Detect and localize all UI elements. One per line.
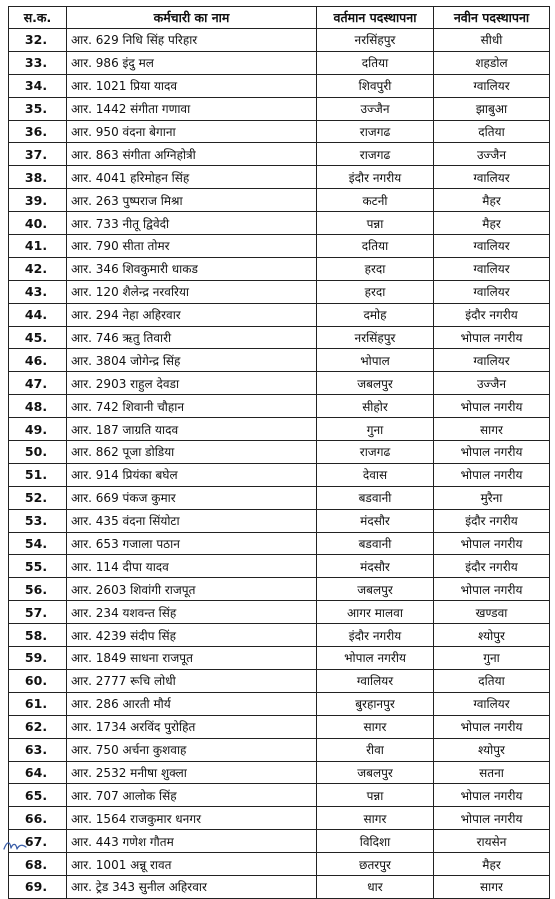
serial-number-cell: 62.: [9, 715, 67, 738]
employee-name-cell: आर. 746 ऋतु तिवारी: [67, 326, 317, 349]
current-posting-cell: इंदौर नगरीय: [317, 166, 434, 189]
employee-name-cell: आर. 914 प्रियंका बघेल: [67, 463, 317, 486]
serial-number-cell: 44.: [9, 303, 67, 326]
current-posting-cell: हरदा: [317, 280, 434, 303]
serial-number-cell: 51.: [9, 463, 67, 486]
header-current-posting: वर्तमान पदस्थापना: [317, 7, 434, 29]
new-posting-cell: ग्वालियर: [434, 280, 550, 303]
serial-number-cell: 64.: [9, 761, 67, 784]
new-posting-cell: ग्वालियर: [434, 235, 550, 258]
serial-number-cell: 59.: [9, 647, 67, 670]
table-row: [9, 418, 550, 441]
table-row: [9, 74, 550, 97]
current-posting-cell: सागर: [317, 715, 434, 738]
current-posting-cell: आगर मालवा: [317, 601, 434, 624]
employee-name-cell: आर. 114 दीपा यादव: [67, 555, 317, 578]
table-row: [9, 486, 550, 509]
new-posting-cell: ग्वालियर: [434, 692, 550, 715]
serial-number-cell: 45.: [9, 326, 67, 349]
serial-number-cell: 33.: [9, 51, 67, 74]
new-posting-cell: मैहर: [434, 212, 550, 235]
table-row: [9, 97, 550, 120]
serial-number-cell: 55.: [9, 555, 67, 578]
current-posting-cell: कटनी: [317, 189, 434, 212]
employee-name-cell: आर. 629 निधि सिंह परिहार: [67, 29, 317, 52]
current-posting-cell: पन्ना: [317, 212, 434, 235]
header-serial: स.क.: [9, 7, 67, 29]
new-posting-cell: गुना: [434, 647, 550, 670]
serial-number-cell: 49.: [9, 418, 67, 441]
table-row: [9, 784, 550, 807]
new-posting-cell: भोपाल नगरीय: [434, 807, 550, 830]
new-posting-cell: इंदौर नगरीय: [434, 509, 550, 532]
table-row: [9, 601, 550, 624]
current-posting-cell: भोपाल नगरीय: [317, 647, 434, 670]
new-posting-cell: ग्वालियर: [434, 349, 550, 372]
table-row: [9, 395, 550, 418]
new-posting-cell: सागर: [434, 875, 550, 898]
employee-name-cell: आर. 263 पुष्पराज मिश्रा: [67, 189, 317, 212]
serial-number-cell: 37.: [9, 143, 67, 166]
new-posting-cell: इंदौर नगरीय: [434, 555, 550, 578]
transfer-table: [8, 6, 550, 899]
new-posting-cell: भोपाल नगरीय: [434, 326, 550, 349]
serial-number-cell: 38.: [9, 166, 67, 189]
new-posting-cell: भोपाल नगरीय: [434, 578, 550, 601]
current-posting-cell: शिवपुरी: [317, 74, 434, 97]
current-posting-cell: जबलपुर: [317, 761, 434, 784]
employee-name-cell: आर. 120 शैलेन्द्र नरवरिया: [67, 280, 317, 303]
new-posting-cell: झाबुआ: [434, 97, 550, 120]
employee-name-cell: आर. 707 आलोक सिंह: [67, 784, 317, 807]
employee-name-cell: आर. 863 संगीता अग्निहोत्री: [67, 143, 317, 166]
serial-number-cell: 39.: [9, 189, 67, 212]
new-posting-cell: इंदौर नगरीय: [434, 303, 550, 326]
employee-name-cell: आर. 2603 शिवांगी राजपूत: [67, 578, 317, 601]
table-row: [9, 303, 550, 326]
new-posting-cell: भोपाल नगरीय: [434, 715, 550, 738]
table-row: [9, 212, 550, 235]
current-posting-cell: गुना: [317, 418, 434, 441]
header-new-posting: नवीन पदस्थापना: [434, 7, 550, 29]
employee-name-cell: आर. 2532 मनीषा शुक्ला: [67, 761, 317, 784]
table-row: [9, 509, 550, 532]
current-posting-cell: नरसिंहपुर: [317, 326, 434, 349]
serial-number-cell: 66.: [9, 807, 67, 830]
table-row: [9, 830, 550, 853]
current-posting-cell: जबलपुर: [317, 578, 434, 601]
transfer-list-page: [8, 6, 549, 899]
serial-number-cell: 58.: [9, 624, 67, 647]
table-row: [9, 349, 550, 372]
table-row: [9, 555, 550, 578]
table-row: [9, 280, 550, 303]
table-row: [9, 715, 550, 738]
current-posting-cell: रीवा: [317, 738, 434, 761]
employee-name-cell: आर. 1442 संगीता गणावा: [67, 97, 317, 120]
employee-name-cell: आर. 733 नीतू द्विवेदी: [67, 212, 317, 235]
table-row: [9, 807, 550, 830]
employee-name-cell: आर. 1734 अरविंद पुरोहित: [67, 715, 317, 738]
new-posting-cell: सतना: [434, 761, 550, 784]
table-row: [9, 51, 550, 74]
new-posting-cell: श्योपुर: [434, 624, 550, 647]
table-row: [9, 257, 550, 280]
current-posting-cell: सागर: [317, 807, 434, 830]
current-posting-cell: दतिया: [317, 51, 434, 74]
employee-name-cell: आर. 750 अर्चना कुशवाह: [67, 738, 317, 761]
table-row: [9, 853, 550, 876]
current-posting-cell: पन्ना: [317, 784, 434, 807]
serial-number-cell: 46.: [9, 349, 67, 372]
serial-number-cell: 65.: [9, 784, 67, 807]
new-posting-cell: भोपाल नगरीय: [434, 441, 550, 464]
employee-name-cell: आर. 2777 रूचि लोधी: [67, 669, 317, 692]
new-posting-cell: मैहर: [434, 189, 550, 212]
employee-name-cell: आर. 294 नेहा अहिरवार: [67, 303, 317, 326]
table-row: [9, 624, 550, 647]
table-row: [9, 669, 550, 692]
new-posting-cell: मुरैना: [434, 486, 550, 509]
employee-name-cell: आर. ट्रेड 343 सुनील अहिरवार: [67, 875, 317, 898]
serial-number-cell: 67.: [9, 830, 67, 853]
serial-number-cell: 34.: [9, 74, 67, 97]
new-posting-cell: दतिया: [434, 120, 550, 143]
serial-number-cell: 54.: [9, 532, 67, 555]
table-row: [9, 29, 550, 52]
current-posting-cell: बडवानी: [317, 532, 434, 555]
table-body: [9, 29, 550, 899]
employee-name-cell: आर. 669 पंकज कुमार: [67, 486, 317, 509]
table-row: [9, 875, 550, 898]
current-posting-cell: छतरपुर: [317, 853, 434, 876]
employee-name-cell: आर. 1564 राजकुमार धनगर: [67, 807, 317, 830]
header-employee-name: कर्मचारी का नाम: [67, 7, 317, 29]
serial-number-cell: 60.: [9, 669, 67, 692]
employee-name-cell: आर. 862 पूजा डोडिया: [67, 441, 317, 464]
current-posting-cell: बुरहानपुर: [317, 692, 434, 715]
new-posting-cell: भोपाल नगरीय: [434, 532, 550, 555]
new-posting-cell: ग्वालियर: [434, 74, 550, 97]
new-posting-cell: सागर: [434, 418, 550, 441]
current-posting-cell: ग्वालियर: [317, 669, 434, 692]
current-posting-cell: बडवानी: [317, 486, 434, 509]
new-posting-cell: श्योपुर: [434, 738, 550, 761]
serial-number-cell: 48.: [9, 395, 67, 418]
table-row: [9, 463, 550, 486]
serial-number-cell: 40.: [9, 212, 67, 235]
table-row: [9, 166, 550, 189]
current-posting-cell: राजगढ: [317, 143, 434, 166]
current-posting-cell: देवास: [317, 463, 434, 486]
serial-number-cell: 47.: [9, 372, 67, 395]
current-posting-cell: नरसिंहपुर: [317, 29, 434, 52]
new-posting-cell: उज्जैन: [434, 372, 550, 395]
employee-name-cell: आर. 286 आरती मौर्य: [67, 692, 317, 715]
current-posting-cell: विदिशा: [317, 830, 434, 853]
serial-number-cell: 69.: [9, 875, 67, 898]
employee-name-cell: आर. 346 शिवकुमारी धाकड: [67, 257, 317, 280]
new-posting-cell: ग्वालियर: [434, 166, 550, 189]
serial-number-cell: 61.: [9, 692, 67, 715]
serial-number-cell: 35.: [9, 97, 67, 120]
serial-number-cell: 57.: [9, 601, 67, 624]
serial-number-cell: 56.: [9, 578, 67, 601]
table-row: [9, 441, 550, 464]
new-posting-cell: शहडोल: [434, 51, 550, 74]
handwritten-initial-mark: [2, 837, 28, 853]
current-posting-cell: धार: [317, 875, 434, 898]
current-posting-cell: राजगढ: [317, 120, 434, 143]
employee-name-cell: आर. 653 गजाला पठान: [67, 532, 317, 555]
current-posting-cell: जबलपुर: [317, 372, 434, 395]
employee-name-cell: आर. 1021 प्रिया यादव: [67, 74, 317, 97]
new-posting-cell: भोपाल नगरीय: [434, 784, 550, 807]
table-row: [9, 120, 550, 143]
table-row: [9, 578, 550, 601]
serial-number-cell: 32.: [9, 29, 67, 52]
current-posting-cell: इंदौर नगरीय: [317, 624, 434, 647]
serial-number-cell: 63.: [9, 738, 67, 761]
serial-number-cell: 68.: [9, 853, 67, 876]
new-posting-cell: उज्जैन: [434, 143, 550, 166]
employee-name-cell: आर. 1849 साधना राजपूत: [67, 647, 317, 670]
table-row: [9, 532, 550, 555]
serial-number-cell: 36.: [9, 120, 67, 143]
employee-name-cell: आर. 187 जाग्रति यादव: [67, 418, 317, 441]
employee-name-cell: आर. 1001 अन्नू रावत: [67, 853, 317, 876]
current-posting-cell: उज्जैन: [317, 97, 434, 120]
new-posting-cell: सीधी: [434, 29, 550, 52]
current-posting-cell: दमोह: [317, 303, 434, 326]
current-posting-cell: राजगढ: [317, 441, 434, 464]
table-row: [9, 143, 550, 166]
employee-name-cell: आर. 234 यशवन्त सिंह: [67, 601, 317, 624]
employee-name-cell: आर. 435 वंदना सिंयोटा: [67, 509, 317, 532]
new-posting-cell: मैहर: [434, 853, 550, 876]
serial-number-cell: 43.: [9, 280, 67, 303]
serial-number-cell: 53.: [9, 509, 67, 532]
header-row: [9, 7, 550, 29]
employee-name-cell: आर. 3804 जोगेन्द्र सिंह: [67, 349, 317, 372]
serial-number-cell: 41.: [9, 235, 67, 258]
new-posting-cell: खण्डवा: [434, 601, 550, 624]
employee-name-cell: आर. 4239 संदीप सिंह: [67, 624, 317, 647]
current-posting-cell: दतिया: [317, 235, 434, 258]
current-posting-cell: मंदसौर: [317, 509, 434, 532]
table-row: [9, 738, 550, 761]
new-posting-cell: दतिया: [434, 669, 550, 692]
new-posting-cell: ग्वालियर: [434, 257, 550, 280]
employee-name-cell: आर. 4041 हरिमोहन सिंह: [67, 166, 317, 189]
serial-number-cell: 50.: [9, 441, 67, 464]
current-posting-cell: मंदसौर: [317, 555, 434, 578]
serial-number-cell: 42.: [9, 257, 67, 280]
table-row: [9, 692, 550, 715]
current-posting-cell: सीहोर: [317, 395, 434, 418]
table-row: [9, 326, 550, 349]
new-posting-cell: भोपाल नगरीय: [434, 395, 550, 418]
employee-name-cell: आर. 950 वंदना बेगाना: [67, 120, 317, 143]
serial-number-cell: 52.: [9, 486, 67, 509]
table-row: [9, 761, 550, 784]
current-posting-cell: हरदा: [317, 257, 434, 280]
employee-name-cell: आर. 443 गणेश गौतम: [67, 830, 317, 853]
current-posting-cell: भोपाल: [317, 349, 434, 372]
table-row: [9, 647, 550, 670]
table-row: [9, 372, 550, 395]
employee-name-cell: आर. 742 शिवानी चौहान: [67, 395, 317, 418]
employee-name-cell: आर. 2903 राहुल देवडा: [67, 372, 317, 395]
table-row: [9, 189, 550, 212]
employee-name-cell: आर. 986 इंदु मल: [67, 51, 317, 74]
new-posting-cell: भोपाल नगरीय: [434, 463, 550, 486]
new-posting-cell: रायसेन: [434, 830, 550, 853]
employee-name-cell: आर. 790 सीता तोमर: [67, 235, 317, 258]
table-row: [9, 235, 550, 258]
